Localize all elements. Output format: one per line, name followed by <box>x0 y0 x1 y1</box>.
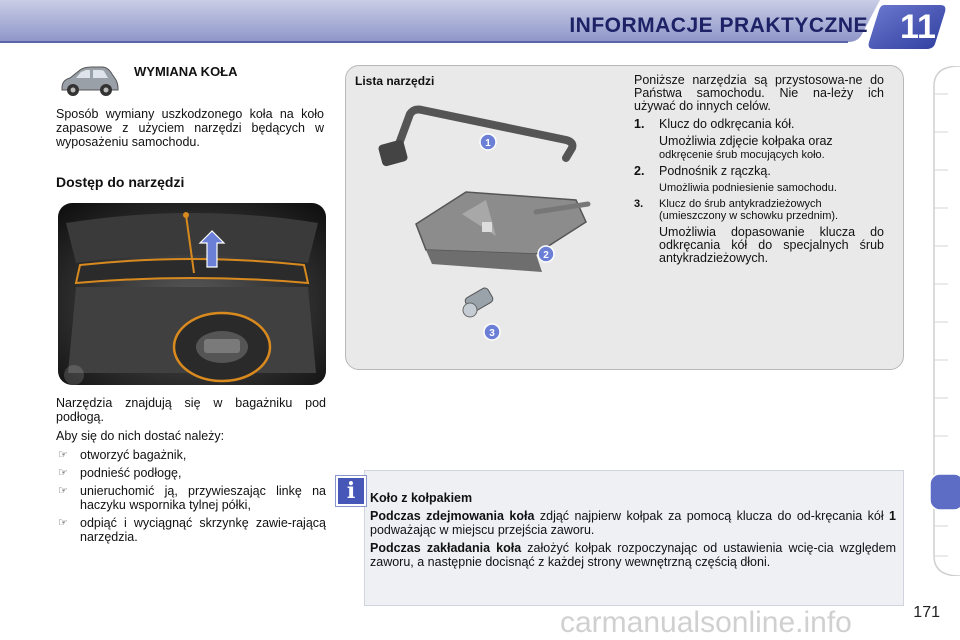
car-icon <box>58 64 120 98</box>
tool-item-3: 3. Klucz do śrub antykradzieżowych (umieszczony w schowku przednim). <box>634 198 839 222</box>
page-header <box>0 0 960 50</box>
access-paragraph-2: Aby się do nich dostać należy: <box>56 429 225 443</box>
chapter-title: INFORMACJE PRAKTYCZNE <box>569 14 868 37</box>
list-item: ☞ otworzyć bagażnik, <box>58 448 187 462</box>
tools-title: Lista narzędzi <box>355 74 435 88</box>
marker-1: 1 <box>485 138 491 149</box>
marker-2: 2 <box>543 250 549 261</box>
pointing-hand-icon: ☞ <box>58 467 68 479</box>
chapter-number: 11 <box>900 8 936 46</box>
access-heading: Dostęp do narzędzi <box>56 174 185 190</box>
info-text <box>370 491 896 573</box>
marker-3: 3 <box>489 328 495 339</box>
list-item: ☞ odpiąć i wyciągnąć skrzynkę zawie-rającą narzędzia. <box>58 516 326 544</box>
info-paragraph-1: Podczas zdejmowania koła zdjąć najpierw kołpak za pomocą klucza do od-kręcania kół 1 podważając w miejscu przejścia zaworu. <box>370 509 896 537</box>
access-paragraph-1: Narzędzia znajdują się w bagażniku pod podłogą. <box>56 396 326 424</box>
tools-description <box>634 74 884 269</box>
info-icon: i <box>336 476 366 506</box>
tool-item-1-desc: Umożliwia zdjęcie kołpaka oraz odkręcenie śrub mocujących koło. <box>659 134 833 161</box>
page-number: 171 <box>913 604 940 621</box>
tools-intro: Poniższe narzędzia są przystosowa-ne do Państwa samochodu. Nie na-leży ich używać do innych celów. <box>634 73 884 113</box>
steps-list <box>56 448 326 544</box>
info-paragraph-2: Podczas zakładania koła założyć kołpak rozpoczynając od ustawienia wcię-cia względem zaworu, a następnie docisnąć z każdej strony wewnętrzną częścią dłoni. <box>370 541 896 569</box>
list-item: ☞ podnieść podłogę, <box>58 466 182 480</box>
info-title: Koło z kołpakiem <box>370 491 473 505</box>
section-title: WYMIANA KOŁA <box>134 64 238 79</box>
tool-item-3-desc: Umożliwia dopasowanie klucza do odkręcania kół do specjalnych śrub antykradzieżowych. <box>659 225 884 265</box>
pointing-hand-icon: ☞ <box>58 449 68 461</box>
intro-text: Sposób wymiany uszkodzonego koła na koło zapasowe z użyciem narzędzi będących w wyposażeniu samochodu. <box>56 107 324 149</box>
pointing-hand-icon: ☞ <box>58 485 68 497</box>
tool-item-1: 1. Klucz do odkręcania kół. <box>634 117 795 131</box>
tool-item-2-desc: Umożliwia podniesienie samochodu. <box>659 182 837 194</box>
tools-illustration <box>366 104 596 350</box>
tool-item-2: 2. Podnośnik z rączką. <box>634 164 771 178</box>
chapter-tabs <box>930 66 960 576</box>
trunk-photo <box>58 203 326 385</box>
watermark: carmanualsonline.info <box>560 606 852 639</box>
access-instructions <box>56 396 326 548</box>
pointing-hand-icon: ☞ <box>58 517 68 529</box>
list-item: ☞ unieruchomić ją, przywieszając linkę na haczyku wspornika tylnej półki, <box>58 484 326 512</box>
